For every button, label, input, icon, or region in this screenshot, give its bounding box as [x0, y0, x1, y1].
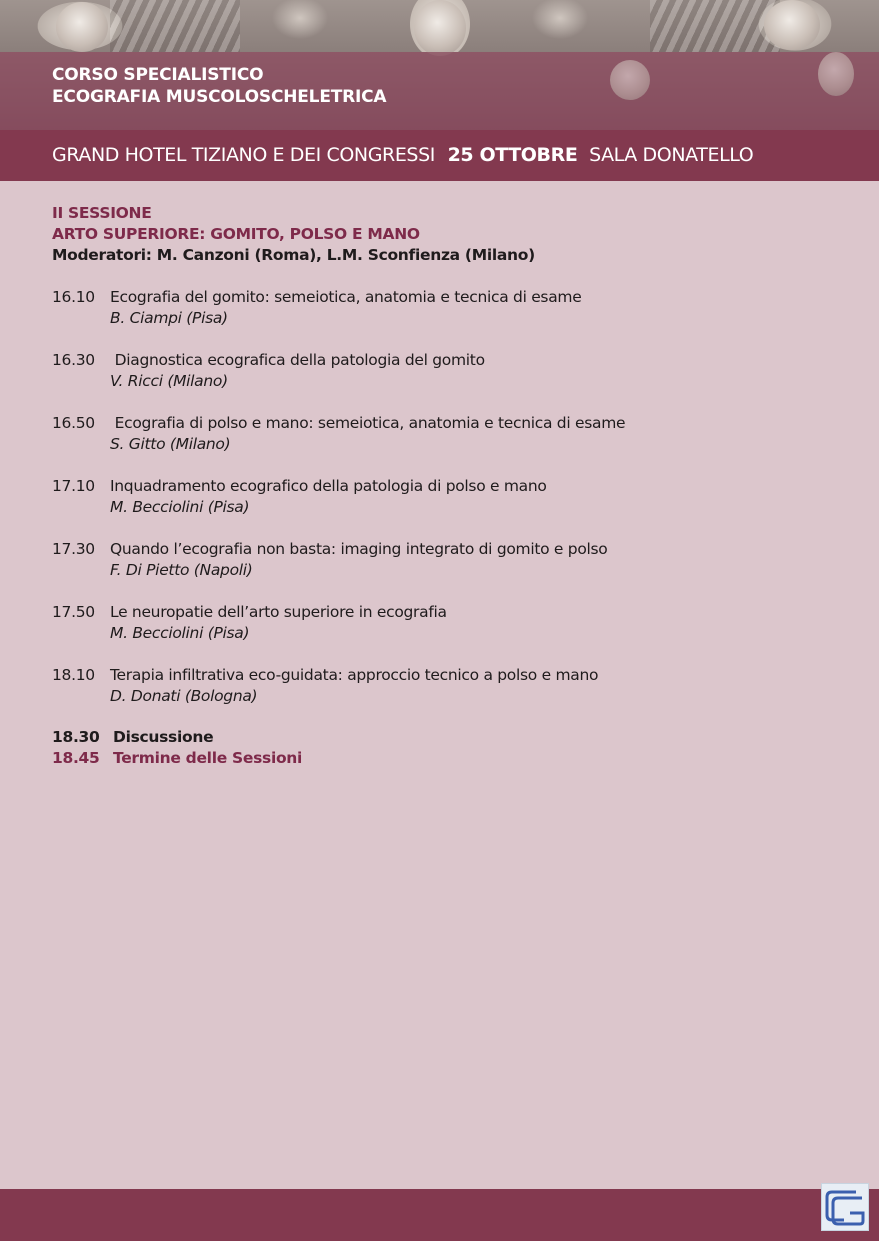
program-item: [52, 539, 832, 602]
talk-speaker: V. Ricci (Milano): [110, 372, 228, 390]
talk-title: Terapia infiltrativa eco-guidata: approccio tecnico a polso e mano: [110, 666, 599, 684]
program-item: [52, 413, 832, 476]
session-header: [52, 203, 832, 266]
course-title: [52, 64, 386, 108]
talk-title: Ecografia di polso e mano: semeiotica, anatomia e tecnica di esame: [110, 414, 626, 432]
angel-face-right: [764, 0, 820, 50]
talk-speaker: B. Ciampi (Pisa): [110, 309, 228, 327]
program-item: [52, 602, 832, 665]
wing-carving-left: [110, 0, 240, 52]
talk-time: 18.10: [52, 666, 95, 684]
discussion-time: 18.30: [52, 728, 100, 746]
talk-time: 17.30: [52, 540, 95, 558]
venue-name: GRAND HOTEL TIZIANO E DEI CONGRESSI: [52, 144, 435, 166]
talk-time: 16.30: [52, 351, 95, 369]
footer-bar: [0, 1189, 879, 1241]
room-name: SALA DONATELLO: [589, 144, 754, 166]
talk-speaker: M. Becciolini (Pisa): [110, 624, 250, 642]
program-item: [52, 476, 832, 539]
talk-speaker: M. Becciolini (Pisa): [110, 498, 250, 516]
logo-mark: [822, 1184, 868, 1230]
talk-title: Ecografia del gomito: semeiotica, anatomia e tecnica di esame: [110, 288, 582, 306]
cherub-face: [610, 60, 650, 100]
discussion-label: Discussione: [113, 728, 214, 746]
cherub-face-right: [818, 52, 854, 96]
angel-face-left: [56, 2, 108, 52]
course-title-line1: CORSO SPECIALISTICO: [52, 65, 264, 85]
talk-time: 16.10: [52, 288, 95, 306]
talk-title: Le neuropatie dell’arto superiore in ecografia: [110, 603, 447, 621]
discussion-item: [52, 727, 302, 748]
angel-face-center: [414, 0, 466, 56]
session-number: II SESSIONE: [52, 204, 152, 222]
program-list: [52, 287, 832, 728]
wing-carving-right: [650, 0, 780, 52]
session-topic: ARTO SUPERIORE: GOMITO, POLSO E MANO: [52, 225, 420, 243]
session-moderators: Moderatori: M. Canzoni (Roma), L.M. Sconfienza (Milano): [52, 246, 535, 264]
end-time: 18.45: [52, 749, 100, 767]
closing-items: [52, 727, 302, 769]
end-label: Termine delle Sessioni: [113, 749, 303, 767]
header-image: [0, 0, 879, 130]
program-item: [52, 665, 832, 728]
event-date: 25 OTTOBRE: [447, 144, 578, 166]
program-item: [52, 287, 832, 350]
talk-title: Diagnostica ecografica della patologia del gomito: [110, 351, 485, 369]
talk-speaker: F. Di Pietto (Napoli): [110, 561, 253, 579]
venue-bar: [0, 130, 879, 181]
talk-time: 17.10: [52, 477, 95, 495]
talk-title: Inquadramento ecografico della patologia di polso e mano: [110, 477, 547, 495]
talk-time: 17.50: [52, 603, 95, 621]
talk-time: 16.50: [52, 414, 95, 432]
talk-speaker: D. Donati (Bologna): [110, 687, 258, 705]
end-of-sessions-item: [52, 748, 302, 769]
course-title-line2: ECOGRAFIA MUSCOLOSCHELETRICA: [52, 87, 387, 107]
publisher-logo-icon: [821, 1183, 869, 1231]
program-item: [52, 350, 832, 413]
talk-title: Quando l’ecografia non basta: imaging integrato di gomito e polso: [110, 540, 608, 558]
talk-speaker: S. Gitto (Milano): [110, 435, 231, 453]
